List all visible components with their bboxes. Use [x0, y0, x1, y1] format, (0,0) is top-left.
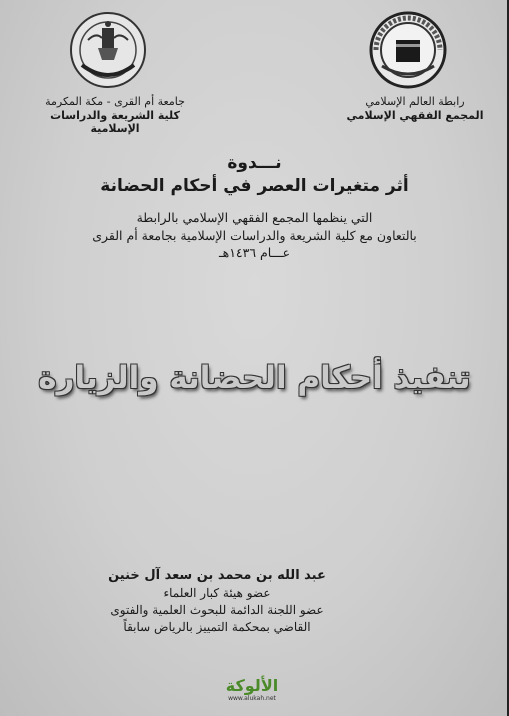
paper-title: تنفيذ أحكام الحضانة والزيارة	[38, 360, 471, 396]
event-organizer: التي ينظمها المجمع الفقهي الإسلامي بالرابطة	[136, 210, 373, 225]
left-organization	[30, 95, 200, 135]
alukah-logo-text: الألوكة	[225, 676, 279, 695]
college-name: كلية الشريعة والدراسات الإسلامية	[50, 109, 180, 135]
university-name: جامعة أم القرى - مكة المكرمة	[45, 95, 185, 108]
kaaba-seal-icon	[368, 10, 448, 90]
academy-name: المجمع الفقهي الإسلامي	[346, 109, 484, 122]
author-role-3: القاضي بمحكمة التمييز بالرياض سابقاً	[123, 620, 311, 634]
alukah-url: www.alukah.net	[228, 695, 276, 702]
league-name: رابطة العالم الإسلامي	[365, 95, 465, 108]
event-cooperation: بالتعاون مع كلية الشريعة والدراسات الإسلامية بجامعة أم القرى	[92, 228, 417, 243]
author-block	[67, 568, 367, 634]
alukah-watermark	[212, 676, 292, 714]
event-year: عـــام ١٤٣٦هـ	[218, 245, 291, 260]
author-role-1: عضو هيئة كبار العلماء	[163, 586, 271, 600]
event-topic: أثر متغيرات العصر في أحكام الحضانة	[100, 176, 409, 196]
umm-al-qura-seal-icon	[68, 10, 148, 90]
event-label: نـــدوة	[227, 153, 282, 173]
right-organization	[325, 95, 505, 122]
author-name: عبد الله بن محمد بن سعد آل خنين	[108, 568, 326, 583]
author-role-2: عضو اللجنة الدائمة للبحوث العلمية والفتوى	[110, 603, 324, 617]
